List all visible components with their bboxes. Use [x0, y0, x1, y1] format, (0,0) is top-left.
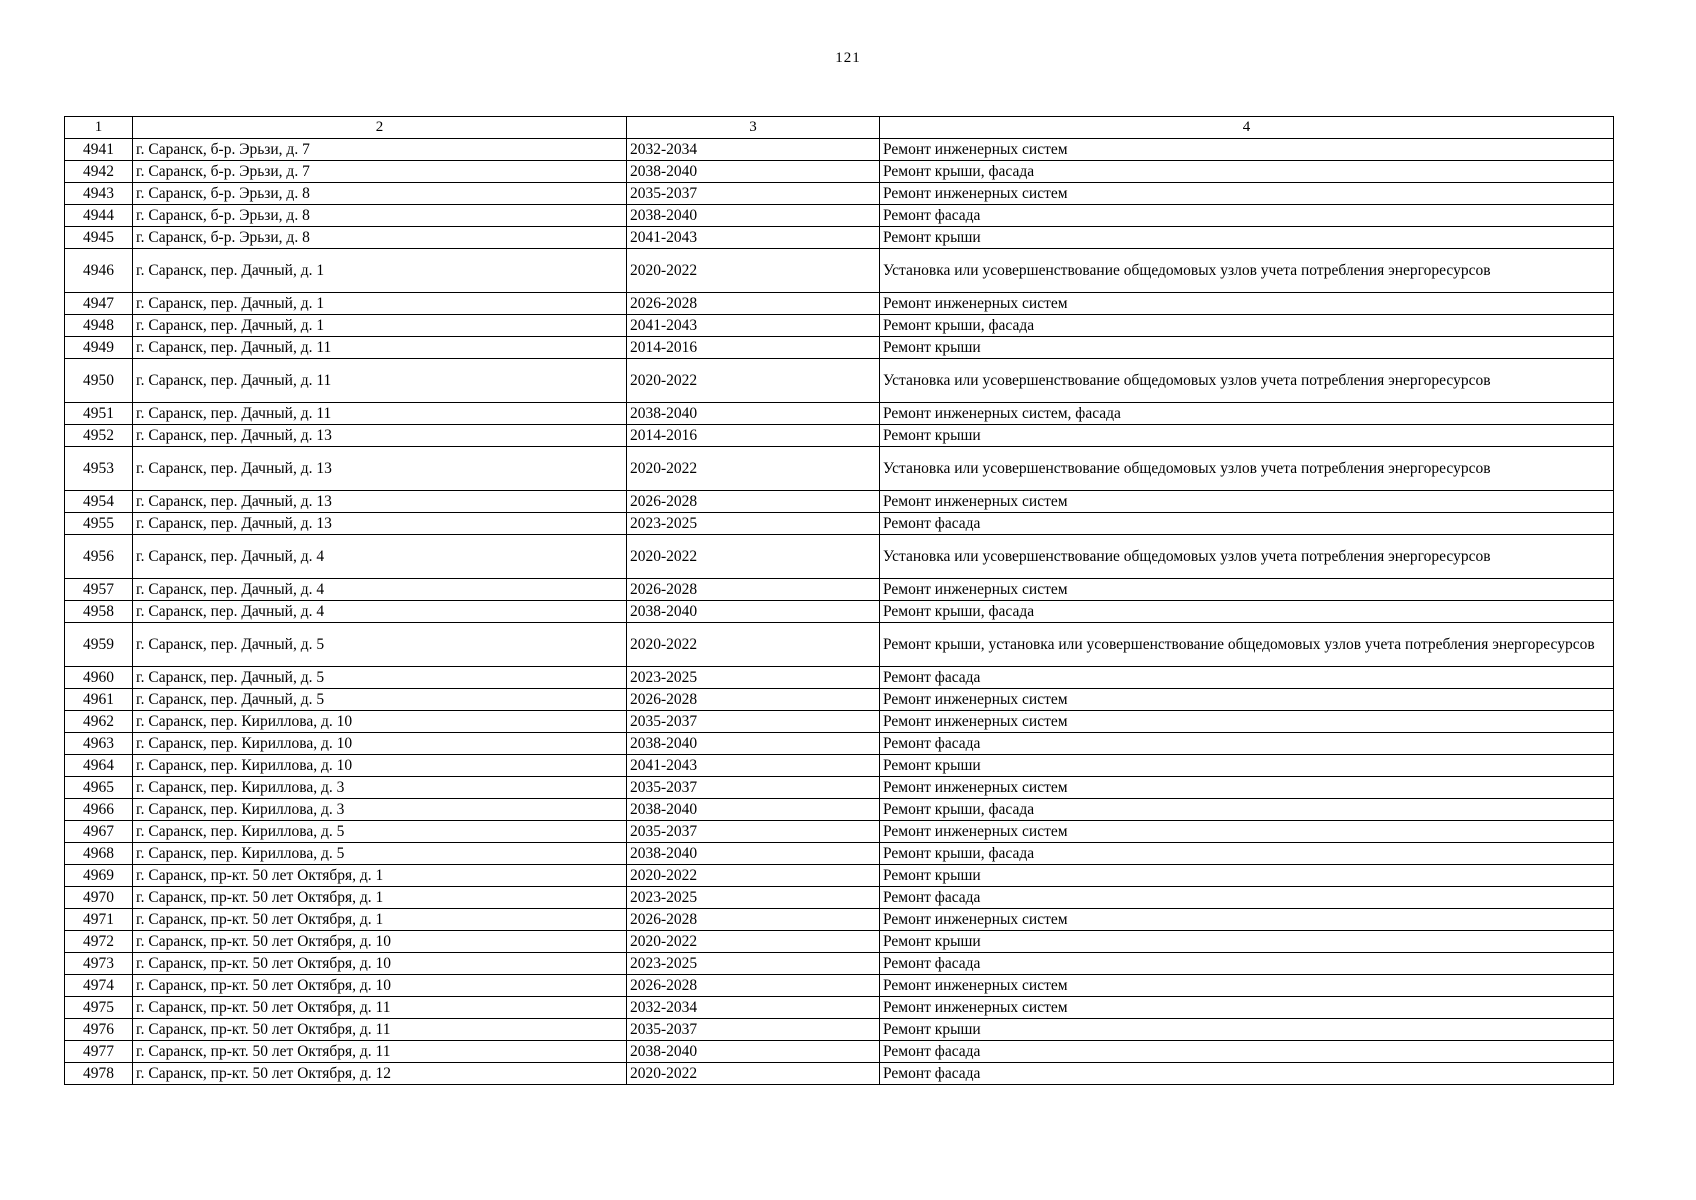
work-type-cell: Ремонт фасада: [880, 1041, 1614, 1063]
work-type-cell: Ремонт крыши: [880, 755, 1614, 777]
table-row: [65, 513, 1614, 535]
address-cell: г. Саранск, пр-кт. 50 лет Октября, д. 1: [133, 887, 627, 909]
table-row: [65, 205, 1614, 227]
row-number-cell: 4950: [65, 359, 133, 403]
period-cell: 2014-2016: [627, 425, 880, 447]
work-type-cell: Ремонт инженерных систем: [880, 975, 1614, 997]
table-row: [65, 711, 1614, 733]
table-row: [65, 821, 1614, 843]
address-cell: г. Саранск, б-р. Эрьзи, д. 8: [133, 183, 627, 205]
work-type-cell: Ремонт крыши: [880, 227, 1614, 249]
period-cell: 2020-2022: [627, 447, 880, 491]
work-type-cell: Ремонт крыши: [880, 1019, 1614, 1041]
row-number-cell: 4974: [65, 975, 133, 997]
work-type-cell: Ремонт инженерных систем: [880, 711, 1614, 733]
address-cell: г. Саранск, пер. Дачный, д. 5: [133, 689, 627, 711]
work-type-cell: Ремонт крыши: [880, 425, 1614, 447]
work-type-cell: Ремонт крыши, фасада: [880, 799, 1614, 821]
period-cell: 2038-2040: [627, 1041, 880, 1063]
address-cell: г. Саранск, пр-кт. 50 лет Октября, д. 10: [133, 975, 627, 997]
table-row: [65, 755, 1614, 777]
period-cell: 2020-2022: [627, 931, 880, 953]
work-type-cell: Ремонт инженерных систем: [880, 997, 1614, 1019]
work-type-cell: Ремонт инженерных систем: [880, 777, 1614, 799]
work-type-cell: Ремонт инженерных систем: [880, 689, 1614, 711]
work-type-cell: Ремонт фасада: [880, 953, 1614, 975]
table-row: [65, 161, 1614, 183]
period-cell: 2035-2037: [627, 1019, 880, 1041]
work-type-cell: Ремонт инженерных систем: [880, 183, 1614, 205]
table-row: [65, 865, 1614, 887]
period-cell: 2038-2040: [627, 733, 880, 755]
row-number-cell: 4955: [65, 513, 133, 535]
table-body: [65, 139, 1614, 1085]
address-cell: г. Саранск, пр-кт. 50 лет Октября, д. 1: [133, 909, 627, 931]
period-cell: 2020-2022: [627, 359, 880, 403]
period-cell: 2038-2040: [627, 843, 880, 865]
row-number-cell: 4956: [65, 535, 133, 579]
address-cell: г. Саранск, пер. Дачный, д. 13: [133, 425, 627, 447]
row-number-cell: 4965: [65, 777, 133, 799]
row-number-cell: 4958: [65, 601, 133, 623]
work-type-cell: Ремонт крыши, фасада: [880, 315, 1614, 337]
row-number-cell: 4968: [65, 843, 133, 865]
period-cell: 2026-2028: [627, 689, 880, 711]
address-cell: г. Саранск, пер. Кириллова, д. 3: [133, 777, 627, 799]
table-row: [65, 249, 1614, 293]
address-cell: г. Саранск, б-р. Эрьзи, д. 7: [133, 161, 627, 183]
row-number-cell: 4966: [65, 799, 133, 821]
period-cell: 2038-2040: [627, 799, 880, 821]
table-row: [65, 579, 1614, 601]
period-cell: 2038-2040: [627, 403, 880, 425]
address-cell: г. Саранск, пер. Дачный, д. 4: [133, 535, 627, 579]
work-type-cell: Ремонт крыши, фасада: [880, 161, 1614, 183]
address-cell: г. Саранск, пер. Кириллова, д. 5: [133, 843, 627, 865]
table-row: [65, 623, 1614, 667]
row-number-cell: 4970: [65, 887, 133, 909]
period-cell: 2032-2034: [627, 139, 880, 161]
row-number-cell: 4945: [65, 227, 133, 249]
table-row: [65, 733, 1614, 755]
table-row: [65, 777, 1614, 799]
row-number-cell: 4969: [65, 865, 133, 887]
row-number-cell: 4953: [65, 447, 133, 491]
row-number-cell: 4963: [65, 733, 133, 755]
table-row: [65, 1019, 1614, 1041]
period-cell: 2038-2040: [627, 205, 880, 227]
table-row: [65, 931, 1614, 953]
period-cell: 2026-2028: [627, 293, 880, 315]
address-cell: г. Саранск, пр-кт. 50 лет Октября, д. 10: [133, 953, 627, 975]
address-cell: г. Саранск, б-р. Эрьзи, д. 7: [133, 139, 627, 161]
address-cell: г. Саранск, пер. Дачный, д. 13: [133, 491, 627, 513]
period-cell: 2035-2037: [627, 821, 880, 843]
row-number-cell: 4976: [65, 1019, 133, 1041]
period-cell: 2023-2025: [627, 887, 880, 909]
address-cell: г. Саранск, пер. Дачный, д. 5: [133, 623, 627, 667]
address-cell: г. Саранск, пр-кт. 50 лет Октября, д. 11: [133, 1041, 627, 1063]
column-header-2: 2: [133, 117, 627, 139]
address-cell: г. Саранск, пер. Кириллова, д. 10: [133, 711, 627, 733]
row-number-cell: 4957: [65, 579, 133, 601]
address-cell: г. Саранск, пер. Дачный, д. 5: [133, 667, 627, 689]
address-cell: г. Саранск, пер. Кириллова, д. 3: [133, 799, 627, 821]
period-cell: 2035-2037: [627, 183, 880, 205]
row-number-cell: 4951: [65, 403, 133, 425]
table-row: [65, 315, 1614, 337]
table-row: [65, 997, 1614, 1019]
work-type-cell: Ремонт инженерных систем, фасада: [880, 403, 1614, 425]
address-cell: г. Саранск, пер. Дачный, д. 1: [133, 249, 627, 293]
row-number-cell: 4977: [65, 1041, 133, 1063]
work-type-cell: Ремонт крыши, фасада: [880, 843, 1614, 865]
period-cell: 2026-2028: [627, 909, 880, 931]
table-row: [65, 293, 1614, 315]
row-number-cell: 4943: [65, 183, 133, 205]
row-number-cell: 4960: [65, 667, 133, 689]
header-row: [65, 117, 1614, 139]
table-row: [65, 183, 1614, 205]
table-row: [65, 799, 1614, 821]
address-cell: г. Саранск, пр-кт. 50 лет Октября, д. 11: [133, 1019, 627, 1041]
period-cell: 2035-2037: [627, 777, 880, 799]
work-type-cell: Ремонт крыши: [880, 865, 1614, 887]
period-cell: 2020-2022: [627, 623, 880, 667]
period-cell: 2038-2040: [627, 161, 880, 183]
table-row: [65, 1041, 1614, 1063]
work-type-cell: Ремонт крыши: [880, 337, 1614, 359]
work-type-cell: Ремонт крыши, установка или усовершенствование общедомовых узлов учета потребления энергоресурсов: [880, 623, 1614, 667]
work-type-cell: Ремонт крыши, фасада: [880, 601, 1614, 623]
row-number-cell: 4967: [65, 821, 133, 843]
address-cell: г. Саранск, б-р. Эрьзи, д. 8: [133, 205, 627, 227]
row-number-cell: 4973: [65, 953, 133, 975]
work-type-cell: Ремонт инженерных систем: [880, 579, 1614, 601]
row-number-cell: 4959: [65, 623, 133, 667]
period-cell: 2041-2043: [627, 315, 880, 337]
work-type-cell: Ремонт инженерных систем: [880, 491, 1614, 513]
table-row: [65, 337, 1614, 359]
work-type-cell: Установка или усовершенствование общедомовых узлов учета потребления энергоресурсов: [880, 359, 1614, 403]
table-row: [65, 403, 1614, 425]
address-cell: г. Саранск, пер. Дачный, д. 13: [133, 513, 627, 535]
table-row: [65, 425, 1614, 447]
work-type-cell: Ремонт фасада: [880, 513, 1614, 535]
row-number-cell: 4952: [65, 425, 133, 447]
period-cell: 2020-2022: [627, 865, 880, 887]
row-number-cell: 4942: [65, 161, 133, 183]
row-number-cell: 4947: [65, 293, 133, 315]
table-row: [65, 1063, 1614, 1085]
column-header-4: 4: [880, 117, 1614, 139]
period-cell: 2023-2025: [627, 513, 880, 535]
address-cell: г. Саранск, пер. Дачный, д. 11: [133, 403, 627, 425]
table-row: [65, 535, 1614, 579]
address-cell: г. Саранск, пр-кт. 50 лет Октября, д. 1: [133, 865, 627, 887]
table-row: [65, 689, 1614, 711]
period-cell: 2041-2043: [627, 755, 880, 777]
address-cell: г. Саранск, пер. Дачный, д. 13: [133, 447, 627, 491]
table-row: [65, 887, 1614, 909]
row-number-cell: 4954: [65, 491, 133, 513]
table-row: [65, 953, 1614, 975]
work-type-cell: Ремонт фасада: [880, 667, 1614, 689]
row-number-cell: 4946: [65, 249, 133, 293]
address-cell: г. Саранск, пер. Дачный, д. 11: [133, 337, 627, 359]
registry-table: [64, 116, 1614, 1085]
address-cell: г. Саранск, б-р. Эрьзи, д. 8: [133, 227, 627, 249]
work-type-cell: Ремонт крыши: [880, 931, 1614, 953]
work-type-cell: Ремонт инженерных систем: [880, 821, 1614, 843]
table-row: [65, 447, 1614, 491]
table-row: [65, 139, 1614, 161]
table-row: [65, 909, 1614, 931]
period-cell: 2020-2022: [627, 1063, 880, 1085]
work-type-cell: Установка или усовершенствование общедомовых узлов учета потребления энергоресурсов: [880, 535, 1614, 579]
work-type-cell: Ремонт фасада: [880, 1063, 1614, 1085]
address-cell: г. Саранск, пер. Дачный, д. 4: [133, 579, 627, 601]
table-row: [65, 601, 1614, 623]
work-type-cell: Установка или усовершенствование общедомовых узлов учета потребления энергоресурсов: [880, 447, 1614, 491]
work-type-cell: Ремонт инженерных систем: [880, 293, 1614, 315]
row-number-cell: 4964: [65, 755, 133, 777]
address-cell: г. Саранск, пер. Дачный, д. 1: [133, 315, 627, 337]
period-cell: 2023-2025: [627, 667, 880, 689]
period-cell: 2020-2022: [627, 535, 880, 579]
address-cell: г. Саранск, пр-кт. 50 лет Октября, д. 10: [133, 931, 627, 953]
work-type-cell: Ремонт инженерных систем: [880, 909, 1614, 931]
row-number-cell: 4978: [65, 1063, 133, 1085]
table-row: [65, 975, 1614, 997]
period-cell: 2041-2043: [627, 227, 880, 249]
work-type-cell: Установка или усовершенствование общедомовых узлов учета потребления энергоресурсов: [880, 249, 1614, 293]
row-number-cell: 4975: [65, 997, 133, 1019]
period-cell: 2014-2016: [627, 337, 880, 359]
table-row: [65, 667, 1614, 689]
row-number-cell: 4944: [65, 205, 133, 227]
address-cell: г. Саранск, пр-кт. 50 лет Октября, д. 11: [133, 997, 627, 1019]
period-cell: 2026-2028: [627, 975, 880, 997]
row-number-cell: 4972: [65, 931, 133, 953]
row-number-cell: 4941: [65, 139, 133, 161]
table-row: [65, 843, 1614, 865]
period-cell: 2038-2040: [627, 601, 880, 623]
work-type-cell: Ремонт инженерных систем: [880, 139, 1614, 161]
column-header-1: 1: [65, 117, 133, 139]
table-row: [65, 359, 1614, 403]
address-cell: г. Саранск, пер. Кириллова, д. 5: [133, 821, 627, 843]
address-cell: г. Саранск, пер. Кириллова, д. 10: [133, 755, 627, 777]
address-cell: г. Саранск, пер. Дачный, д. 1: [133, 293, 627, 315]
table-row: [65, 227, 1614, 249]
period-cell: 2032-2034: [627, 997, 880, 1019]
period-cell: 2035-2037: [627, 711, 880, 733]
work-type-cell: Ремонт фасада: [880, 733, 1614, 755]
period-cell: 2020-2022: [627, 249, 880, 293]
row-number-cell: 4948: [65, 315, 133, 337]
address-cell: г. Саранск, пр-кт. 50 лет Октября, д. 12: [133, 1063, 627, 1085]
row-number-cell: 4961: [65, 689, 133, 711]
period-cell: 2026-2028: [627, 579, 880, 601]
address-cell: г. Саранск, пер. Дачный, д. 11: [133, 359, 627, 403]
column-header-3: 3: [627, 117, 880, 139]
address-cell: г. Саранск, пер. Дачный, д. 4: [133, 601, 627, 623]
work-type-cell: Ремонт фасада: [880, 205, 1614, 227]
period-cell: 2026-2028: [627, 491, 880, 513]
row-number-cell: 4971: [65, 909, 133, 931]
row-number-cell: 4962: [65, 711, 133, 733]
work-type-cell: Ремонт фасада: [880, 887, 1614, 909]
page-number: 121: [835, 50, 861, 66]
address-cell: г. Саранск, пер. Кириллова, д. 10: [133, 733, 627, 755]
period-cell: 2023-2025: [627, 953, 880, 975]
row-number-cell: 4949: [65, 337, 133, 359]
table-row: [65, 491, 1614, 513]
